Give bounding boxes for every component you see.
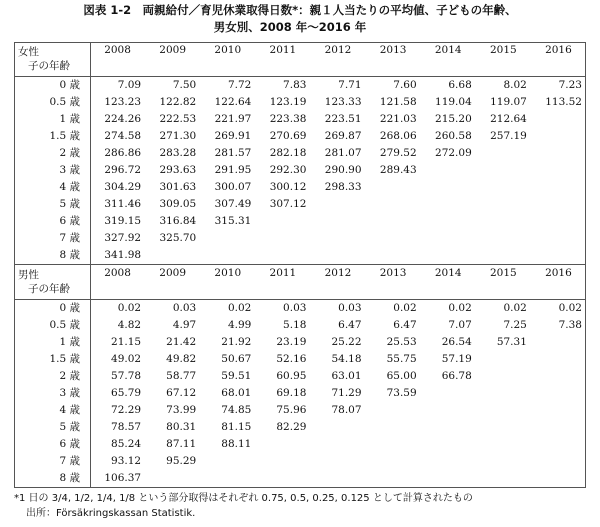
- value-cell: [476, 470, 531, 487]
- value-cell: [531, 247, 586, 265]
- year-header: 2009: [145, 265, 200, 300]
- value-cell: 57.19: [441, 353, 472, 365]
- value-cell: 0.02: [558, 302, 582, 314]
- value-cell: [476, 385, 531, 402]
- age-cell: 3 歳: [59, 387, 80, 399]
- value-cell: 123.19: [269, 96, 307, 108]
- value-cell: [531, 213, 586, 230]
- value-cell: [421, 385, 476, 402]
- value-cell: 269.87: [324, 130, 362, 142]
- value-cell: 119.04: [435, 96, 472, 108]
- value-cell: 74.85: [221, 404, 252, 416]
- value-cell: [421, 230, 476, 247]
- value-cell: 6.47: [393, 319, 417, 331]
- value-cell: 55.75: [386, 353, 417, 365]
- value-cell: 341.98: [104, 249, 142, 261]
- value-cell: 52.16: [276, 353, 307, 365]
- value-cell: [421, 179, 476, 196]
- value-cell: 80.31: [166, 421, 197, 433]
- value-cell: [476, 145, 531, 162]
- female-table-row: [14, 128, 586, 145]
- value-cell: 93.12: [111, 455, 142, 467]
- value-cell: 290.90: [324, 164, 362, 176]
- value-cell: [255, 470, 310, 487]
- value-cell: [200, 470, 255, 487]
- value-cell: [476, 213, 531, 230]
- value-cell: 272.09: [435, 147, 472, 159]
- value-cell: [366, 419, 421, 436]
- year-header: 2009: [145, 42, 200, 77]
- data-table: [14, 42, 586, 487]
- value-cell: 7.25: [503, 319, 527, 331]
- value-cell: 212.64: [490, 113, 527, 125]
- value-cell: [366, 247, 421, 265]
- value-cell: 58.77: [166, 370, 197, 382]
- male-table-row: [14, 402, 586, 419]
- value-cell: 300.12: [269, 181, 307, 193]
- value-cell: 59.51: [221, 370, 252, 382]
- age-cell: 8 歳: [59, 472, 80, 484]
- male-header-row: [14, 265, 586, 300]
- value-cell: 69.18: [276, 387, 307, 399]
- value-cell: [476, 179, 531, 196]
- value-cell: 268.06: [379, 130, 417, 142]
- value-cell: [366, 213, 421, 230]
- value-cell: 286.86: [104, 147, 142, 159]
- value-cell: [476, 453, 531, 470]
- value-cell: 223.51: [324, 113, 362, 125]
- value-cell: [421, 247, 476, 265]
- value-cell: 50.67: [221, 353, 252, 365]
- age-cell: 2 歳: [59, 370, 80, 382]
- value-cell: 72.29: [111, 404, 142, 416]
- male-table-row: [14, 419, 586, 436]
- value-cell: 301.63: [159, 181, 197, 193]
- value-cell: 222.53: [159, 113, 197, 125]
- value-cell: 311.46: [104, 198, 142, 210]
- value-cell: [366, 402, 421, 419]
- age-cell: 1.5 歳: [49, 353, 80, 365]
- value-cell: [310, 453, 365, 470]
- female-table-row: [14, 179, 586, 196]
- value-cell: 66.78: [441, 370, 472, 382]
- year-header: 2015: [476, 265, 531, 300]
- age-cell: 1.5 歳: [49, 130, 80, 142]
- value-cell: 0.02: [117, 302, 142, 314]
- value-cell: 4.99: [227, 319, 252, 331]
- value-cell: 87.11: [166, 438, 197, 450]
- value-cell: 0.02: [227, 302, 252, 314]
- value-cell: [421, 470, 476, 487]
- value-cell: 25.22: [331, 336, 362, 348]
- value-cell: [255, 436, 310, 453]
- value-cell: 7.60: [393, 79, 417, 91]
- value-cell: [310, 470, 365, 487]
- age-cell: 0.5 歳: [49, 319, 80, 331]
- age-cell: 0 歳: [59, 79, 80, 91]
- value-cell: [531, 453, 586, 470]
- value-cell: [476, 368, 531, 385]
- value-cell: 7.09: [117, 79, 142, 91]
- value-cell: [531, 368, 586, 385]
- value-cell: [531, 128, 586, 145]
- value-cell: [310, 230, 365, 247]
- year-header: 2016: [531, 42, 586, 77]
- value-cell: 307.49: [214, 198, 252, 210]
- value-cell: 0.03: [338, 302, 362, 314]
- value-cell: 67.12: [166, 387, 197, 399]
- value-cell: 327.92: [104, 232, 142, 244]
- value-cell: 113.52: [545, 96, 582, 108]
- value-cell: 25.53: [386, 336, 417, 348]
- value-cell: 7.71: [338, 79, 362, 91]
- value-cell: 300.07: [214, 181, 252, 193]
- age-cell: 2 歳: [59, 147, 80, 159]
- value-cell: [476, 402, 531, 419]
- value-cell: 8.02: [503, 79, 527, 91]
- value-cell: 121.58: [379, 96, 417, 108]
- value-cell: [366, 470, 421, 487]
- value-cell: 5.18: [283, 319, 307, 331]
- value-cell: 7.07: [448, 319, 472, 331]
- value-cell: 123.23: [104, 96, 142, 108]
- female-table-row: [14, 77, 586, 95]
- age-cell: 4 歳: [59, 404, 80, 416]
- year-header: 2010: [200, 265, 255, 300]
- value-cell: 257.19: [490, 130, 527, 142]
- year-header: 2014: [421, 265, 476, 300]
- value-cell: 21.15: [111, 336, 142, 348]
- value-cell: 73.99: [166, 404, 197, 416]
- value-cell: 106.37: [104, 472, 142, 484]
- value-cell: 223.38: [269, 113, 307, 125]
- value-cell: 68.01: [221, 387, 252, 399]
- value-cell: 26.54: [441, 336, 472, 348]
- value-cell: 7.72: [227, 79, 252, 91]
- value-cell: [531, 470, 586, 487]
- value-cell: [421, 402, 476, 419]
- value-cell: 296.72: [104, 164, 142, 176]
- value-cell: 283.28: [159, 147, 197, 159]
- value-cell: 123.33: [324, 96, 362, 108]
- value-cell: [366, 436, 421, 453]
- value-cell: [476, 351, 531, 368]
- title-line-2: 男女別、2008 年～2016 年: [213, 20, 367, 34]
- value-cell: [255, 453, 310, 470]
- value-cell: 60.95: [276, 370, 307, 382]
- year-header: 2008: [90, 265, 145, 300]
- value-cell: [145, 470, 200, 487]
- value-cell: 304.29: [104, 181, 142, 193]
- value-cell: 54.18: [331, 353, 362, 365]
- male-table-row: [14, 453, 586, 470]
- value-cell: 21.92: [221, 336, 252, 348]
- value-cell: 274.58: [104, 130, 142, 142]
- value-cell: [531, 385, 586, 402]
- value-cell: 23.19: [276, 336, 307, 348]
- value-cell: 7.50: [172, 79, 197, 91]
- male-label-cell: [14, 265, 90, 300]
- value-cell: 65.79: [111, 387, 142, 399]
- age-cell: 8 歳: [59, 249, 80, 261]
- value-cell: 7.38: [558, 319, 582, 331]
- age-cell: 0 歳: [59, 302, 80, 314]
- value-cell: 260.58: [435, 130, 472, 142]
- value-cell: 282.18: [269, 147, 307, 159]
- age-cell: 6 歳: [59, 438, 80, 450]
- male-table-row: [14, 470, 586, 487]
- value-cell: 122.82: [159, 96, 197, 108]
- value-cell: [531, 111, 586, 128]
- age-cell: 6 歳: [59, 215, 80, 227]
- year-header: 2014: [421, 42, 476, 77]
- value-cell: 119.07: [490, 96, 527, 108]
- female-table-row: [14, 111, 586, 128]
- value-cell: 6.47: [338, 319, 362, 331]
- value-cell: 316.84: [159, 215, 197, 227]
- value-cell: [366, 230, 421, 247]
- value-cell: [476, 247, 531, 265]
- value-cell: 270.69: [269, 130, 307, 142]
- value-cell: [310, 419, 365, 436]
- age-cell: 7 歳: [59, 455, 80, 467]
- male-table-row: [14, 436, 586, 453]
- value-cell: [366, 196, 421, 213]
- value-cell: 224.26: [104, 113, 142, 125]
- value-cell: [255, 213, 310, 230]
- value-cell: [531, 162, 586, 179]
- female-table-row: [14, 247, 586, 265]
- male-table-row: [14, 334, 586, 351]
- value-cell: [421, 213, 476, 230]
- value-cell: 88.11: [221, 438, 252, 450]
- value-cell: 82.29: [276, 421, 307, 433]
- value-cell: 78.07: [331, 404, 362, 416]
- male-age-label: 子の年齢: [28, 283, 70, 295]
- value-cell: 0.02: [503, 302, 527, 314]
- value-cell: [476, 419, 531, 436]
- value-cell: [366, 453, 421, 470]
- value-cell: [531, 436, 586, 453]
- value-cell: 57.78: [111, 370, 142, 382]
- value-cell: 319.15: [104, 215, 142, 227]
- value-cell: 281.57: [214, 147, 252, 159]
- female-table-row: [14, 162, 586, 179]
- value-cell: 281.07: [324, 147, 362, 159]
- value-cell: [531, 402, 586, 419]
- value-cell: 0.02: [393, 302, 417, 314]
- value-cell: 85.24: [111, 438, 142, 450]
- value-cell: 57.31: [496, 336, 527, 348]
- value-cell: [421, 419, 476, 436]
- title-line-1: 図表 1-2 両親給付／育児休業取得日数*：親１人当たりの平均値、子どもの年齢、: [83, 3, 517, 17]
- female-table-row: [14, 196, 586, 213]
- value-cell: [366, 179, 421, 196]
- value-cell: 289.43: [379, 164, 417, 176]
- year-header: 2012: [310, 265, 365, 300]
- value-cell: 291.95: [214, 164, 252, 176]
- value-cell: 221.97: [214, 113, 252, 125]
- value-cell: 298.33: [324, 181, 362, 193]
- female-header-row: [14, 42, 586, 77]
- value-cell: 81.15: [221, 421, 252, 433]
- value-cell: 215.20: [435, 113, 472, 125]
- female-age-label: 子の年齢: [28, 60, 70, 72]
- age-cell: 5 歳: [59, 421, 80, 433]
- age-cell: 1 歳: [59, 113, 80, 125]
- age-cell: 5 歳: [59, 198, 80, 210]
- value-cell: 0.02: [448, 302, 472, 314]
- value-cell: [200, 247, 255, 265]
- year-header: 2016: [531, 265, 586, 300]
- male-table-row: [14, 368, 586, 385]
- value-cell: [421, 436, 476, 453]
- value-cell: 269.91: [214, 130, 252, 142]
- value-cell: [531, 351, 586, 368]
- value-cell: [310, 213, 365, 230]
- value-cell: [421, 196, 476, 213]
- year-header: 2011: [255, 42, 310, 77]
- value-cell: 0.03: [283, 302, 307, 314]
- value-cell: 292.30: [269, 164, 307, 176]
- value-cell: [531, 145, 586, 162]
- value-cell: 7.83: [283, 79, 307, 91]
- value-cell: 7.23: [558, 79, 582, 91]
- value-cell: [200, 453, 255, 470]
- year-header: 2015: [476, 42, 531, 77]
- age-cell: 0.5 歳: [49, 96, 80, 108]
- year-header: 2013: [366, 42, 421, 77]
- value-cell: [531, 196, 586, 213]
- value-cell: 271.30: [159, 130, 197, 142]
- footnote-line-1: *1 日の 3/4, 1/2, 1/4, 1/8 という部分取得はそれぞれ 0.75, 0.5, 0.25, 0.125 として計算されたもの: [14, 493, 473, 504]
- value-cell: 71.29: [331, 387, 362, 399]
- female-label-cell: [14, 42, 90, 77]
- value-cell: 307.12: [269, 198, 307, 210]
- value-cell: 73.59: [386, 387, 417, 399]
- value-cell: [310, 247, 365, 265]
- value-cell: 293.63: [159, 164, 197, 176]
- year-header: 2012: [310, 42, 365, 77]
- footnote: [14, 491, 473, 521]
- value-cell: 122.64: [214, 96, 252, 108]
- value-cell: [310, 196, 365, 213]
- value-cell: 6.68: [448, 79, 472, 91]
- value-cell: 49.82: [166, 353, 197, 365]
- value-cell: 325.70: [159, 232, 197, 244]
- value-cell: 65.00: [386, 370, 417, 382]
- value-cell: 75.96: [276, 404, 307, 416]
- value-cell: 4.97: [172, 319, 197, 331]
- value-cell: [476, 162, 531, 179]
- value-cell: [421, 453, 476, 470]
- value-cell: [531, 334, 586, 351]
- male-table-row: [14, 385, 586, 402]
- value-cell: 221.03: [379, 113, 417, 125]
- value-cell: 21.42: [166, 336, 197, 348]
- female-label: 女性: [18, 46, 39, 58]
- male-label: 男性: [18, 269, 39, 281]
- year-header: 2011: [255, 265, 310, 300]
- female-table-row: [14, 230, 586, 247]
- value-cell: [476, 436, 531, 453]
- male-table-row: [14, 300, 586, 318]
- age-cell: 1 歳: [59, 336, 80, 348]
- value-cell: 78.57: [111, 421, 142, 433]
- value-cell: [531, 419, 586, 436]
- table-divider: [90, 42, 91, 488]
- value-cell: 63.01: [331, 370, 362, 382]
- value-cell: [255, 247, 310, 265]
- value-cell: 279.52: [379, 147, 417, 159]
- value-cell: [200, 230, 255, 247]
- value-cell: 315.31: [214, 215, 252, 227]
- value-cell: [255, 230, 310, 247]
- value-cell: [145, 247, 200, 265]
- value-cell: 49.02: [111, 353, 142, 365]
- year-header: 2010: [200, 42, 255, 77]
- value-cell: [476, 196, 531, 213]
- year-header: 2013: [366, 265, 421, 300]
- value-cell: [476, 230, 531, 247]
- female-table-row: [14, 145, 586, 162]
- footnote-source: 出所：Försäkringskassan Statistik.: [26, 508, 196, 519]
- value-cell: [531, 179, 586, 196]
- male-table-row: [14, 351, 586, 368]
- value-cell: [310, 436, 365, 453]
- year-header: 2008: [90, 42, 145, 77]
- age-cell: 4 歳: [59, 181, 80, 193]
- value-cell: [531, 230, 586, 247]
- value-cell: 0.03: [172, 302, 197, 314]
- male-table-row: [14, 317, 586, 334]
- age-cell: 3 歳: [59, 164, 80, 176]
- age-cell: 7 歳: [59, 232, 80, 244]
- value-cell: 4.82: [117, 319, 142, 331]
- value-cell: 309.05: [159, 198, 197, 210]
- value-cell: [421, 162, 476, 179]
- female-table-row: [14, 94, 586, 111]
- value-cell: 95.29: [166, 455, 197, 467]
- page-title: [0, 2, 600, 36]
- female-table-row: [14, 213, 586, 230]
